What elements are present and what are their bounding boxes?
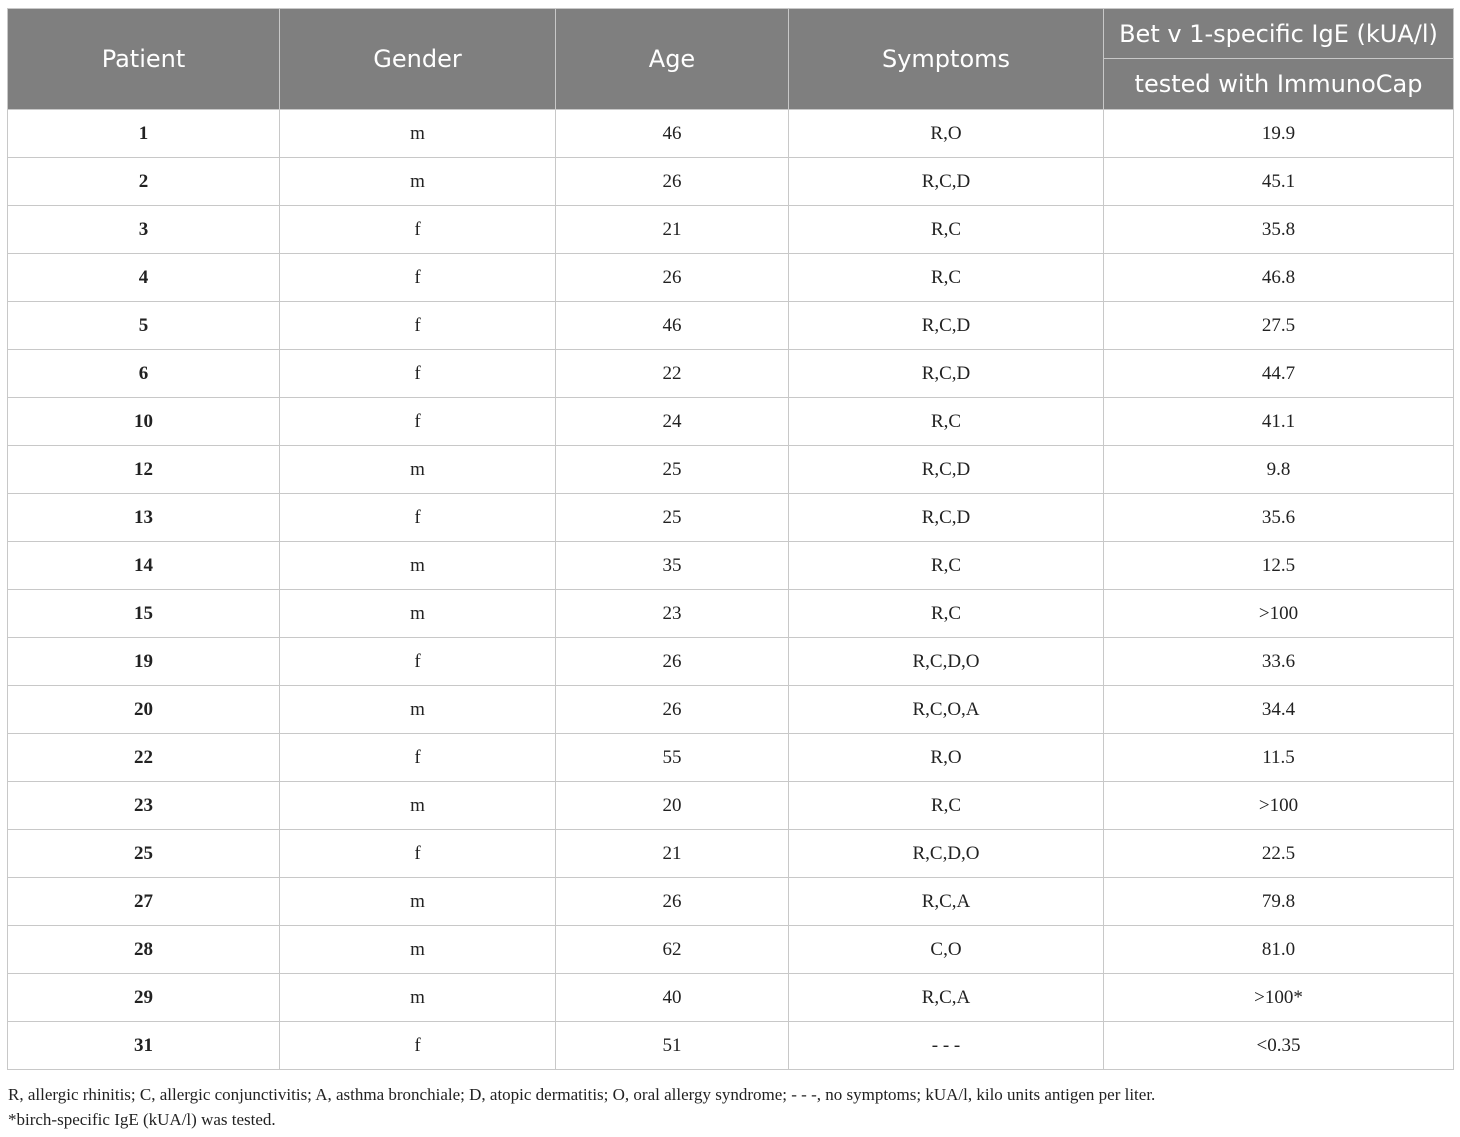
cell-patient: 1: [8, 110, 280, 158]
table-row: [8, 542, 1454, 590]
table-row: [8, 974, 1454, 1022]
cell-ige: 46.8: [1104, 254, 1454, 302]
cell-age: 46: [556, 110, 789, 158]
cell-age: 26: [556, 878, 789, 926]
table-row: [8, 878, 1454, 926]
cell-ige: 12.5: [1104, 542, 1454, 590]
cell-symptoms: R,C: [789, 206, 1104, 254]
cell-gender: f: [280, 494, 556, 542]
cell-patient: 29: [8, 974, 280, 1022]
cell-gender: f: [280, 350, 556, 398]
cell-symptoms: - - -: [789, 1022, 1104, 1070]
cell-symptoms: C,O: [789, 926, 1104, 974]
header-patient: Patient: [8, 9, 280, 110]
cell-gender: m: [280, 878, 556, 926]
cell-symptoms: R,O: [789, 734, 1104, 782]
cell-patient: 19: [8, 638, 280, 686]
cell-gender: f: [280, 1022, 556, 1070]
cell-age: 55: [556, 734, 789, 782]
cell-gender: m: [280, 782, 556, 830]
cell-age: 26: [556, 158, 789, 206]
cell-gender: m: [280, 110, 556, 158]
cell-symptoms: R,C,A: [789, 974, 1104, 1022]
header-ige-line1: Bet v 1-specific IgE (kUA/l): [1104, 9, 1454, 59]
cell-age: 26: [556, 254, 789, 302]
table-row: [8, 254, 1454, 302]
cell-ige: 35.8: [1104, 206, 1454, 254]
cell-patient: 31: [8, 1022, 280, 1070]
cell-age: 21: [556, 206, 789, 254]
patient-table: [7, 8, 1454, 1070]
table-row: [8, 734, 1454, 782]
cell-symptoms: R,C: [789, 542, 1104, 590]
cell-patient: 14: [8, 542, 280, 590]
cell-patient: 6: [8, 350, 280, 398]
cell-patient: 12: [8, 446, 280, 494]
cell-age: 20: [556, 782, 789, 830]
cell-ige: >100*: [1104, 974, 1454, 1022]
cell-symptoms: R,C,D,O: [789, 830, 1104, 878]
cell-gender: f: [280, 830, 556, 878]
cell-age: 26: [556, 686, 789, 734]
table-row: [8, 638, 1454, 686]
cell-symptoms: R,C,O,A: [789, 686, 1104, 734]
cell-age: 25: [556, 494, 789, 542]
cell-ige: 79.8: [1104, 878, 1454, 926]
table-row: [8, 590, 1454, 638]
table-row: [8, 926, 1454, 974]
cell-symptoms: R,C: [789, 398, 1104, 446]
table-body: [8, 110, 1454, 1070]
cell-patient: 13: [8, 494, 280, 542]
footnote-asterisk: *birch-specific IgE (kUA/l) was tested.: [8, 1110, 276, 1129]
data-table-container: [7, 8, 1453, 1070]
cell-patient: 2: [8, 158, 280, 206]
cell-symptoms: R,C: [789, 254, 1104, 302]
cell-age: 21: [556, 830, 789, 878]
cell-ige: >100: [1104, 590, 1454, 638]
table-row: [8, 446, 1454, 494]
cell-symptoms: R,C,A: [789, 878, 1104, 926]
table-row: [8, 302, 1454, 350]
cell-ige: >100: [1104, 782, 1454, 830]
header-ige-line2: tested with ImmunoCap: [1104, 59, 1454, 110]
cell-gender: f: [280, 254, 556, 302]
table-row: [8, 782, 1454, 830]
cell-symptoms: R,C: [789, 782, 1104, 830]
cell-ige: 19.9: [1104, 110, 1454, 158]
cell-symptoms: R,C: [789, 590, 1104, 638]
cell-age: 35: [556, 542, 789, 590]
cell-age: 51: [556, 1022, 789, 1070]
table-row: [8, 494, 1454, 542]
cell-ige: <0.35: [1104, 1022, 1454, 1070]
cell-ige: 45.1: [1104, 158, 1454, 206]
cell-ige: 9.8: [1104, 446, 1454, 494]
cell-symptoms: R,C,D: [789, 446, 1104, 494]
table-header: [8, 9, 1454, 110]
cell-age: 40: [556, 974, 789, 1022]
cell-gender: f: [280, 302, 556, 350]
cell-age: 46: [556, 302, 789, 350]
table-row: [8, 830, 1454, 878]
cell-symptoms: R,C,D,O: [789, 638, 1104, 686]
cell-symptoms: R,C,D: [789, 494, 1104, 542]
cell-symptoms: R,C,D: [789, 302, 1104, 350]
table-row: [8, 350, 1454, 398]
cell-patient: 25: [8, 830, 280, 878]
cell-age: 22: [556, 350, 789, 398]
table-row: [8, 398, 1454, 446]
cell-ige: 44.7: [1104, 350, 1454, 398]
table-row: [8, 158, 1454, 206]
cell-ige: 34.4: [1104, 686, 1454, 734]
cell-symptoms: R,C,D: [789, 350, 1104, 398]
cell-age: 24: [556, 398, 789, 446]
cell-gender: m: [280, 158, 556, 206]
cell-patient: 27: [8, 878, 280, 926]
cell-gender: m: [280, 926, 556, 974]
cell-patient: 5: [8, 302, 280, 350]
table-row: [8, 110, 1454, 158]
cell-patient: 3: [8, 206, 280, 254]
cell-ige: 81.0: [1104, 926, 1454, 974]
cell-patient: 15: [8, 590, 280, 638]
cell-patient: 28: [8, 926, 280, 974]
cell-gender: f: [280, 398, 556, 446]
table-row: [8, 1022, 1454, 1070]
cell-patient: 20: [8, 686, 280, 734]
cell-gender: f: [280, 638, 556, 686]
cell-patient: 10: [8, 398, 280, 446]
footnote-abbreviations: R, allergic rhinitis; C, allergic conjunctivitis; A, asthma bronchiale; D, atopic dermatitis; O, oral allergy syndrome; - - -, no symptoms; kUA/l, kilo units antigen per liter.: [8, 1085, 1156, 1104]
cell-ige: 11.5: [1104, 734, 1454, 782]
cell-patient: 23: [8, 782, 280, 830]
cell-gender: m: [280, 974, 556, 1022]
table-row: [8, 206, 1454, 254]
cell-symptoms: R,O: [789, 110, 1104, 158]
table-footnotes: [8, 1082, 1448, 1132]
cell-gender: f: [280, 206, 556, 254]
cell-ige: 41.1: [1104, 398, 1454, 446]
cell-patient: 22: [8, 734, 280, 782]
cell-age: 23: [556, 590, 789, 638]
cell-patient: 4: [8, 254, 280, 302]
cell-age: 26: [556, 638, 789, 686]
cell-ige: 27.5: [1104, 302, 1454, 350]
cell-gender: f: [280, 734, 556, 782]
header-symptoms: Symptoms: [789, 9, 1104, 110]
cell-ige: 22.5: [1104, 830, 1454, 878]
cell-gender: m: [280, 542, 556, 590]
cell-gender: m: [280, 686, 556, 734]
cell-ige: 35.6: [1104, 494, 1454, 542]
header-age: Age: [556, 9, 789, 110]
header-gender: Gender: [280, 9, 556, 110]
cell-symptoms: R,C,D: [789, 158, 1104, 206]
cell-age: 62: [556, 926, 789, 974]
cell-age: 25: [556, 446, 789, 494]
cell-gender: m: [280, 446, 556, 494]
cell-gender: m: [280, 590, 556, 638]
cell-ige: 33.6: [1104, 638, 1454, 686]
table-row: [8, 686, 1454, 734]
